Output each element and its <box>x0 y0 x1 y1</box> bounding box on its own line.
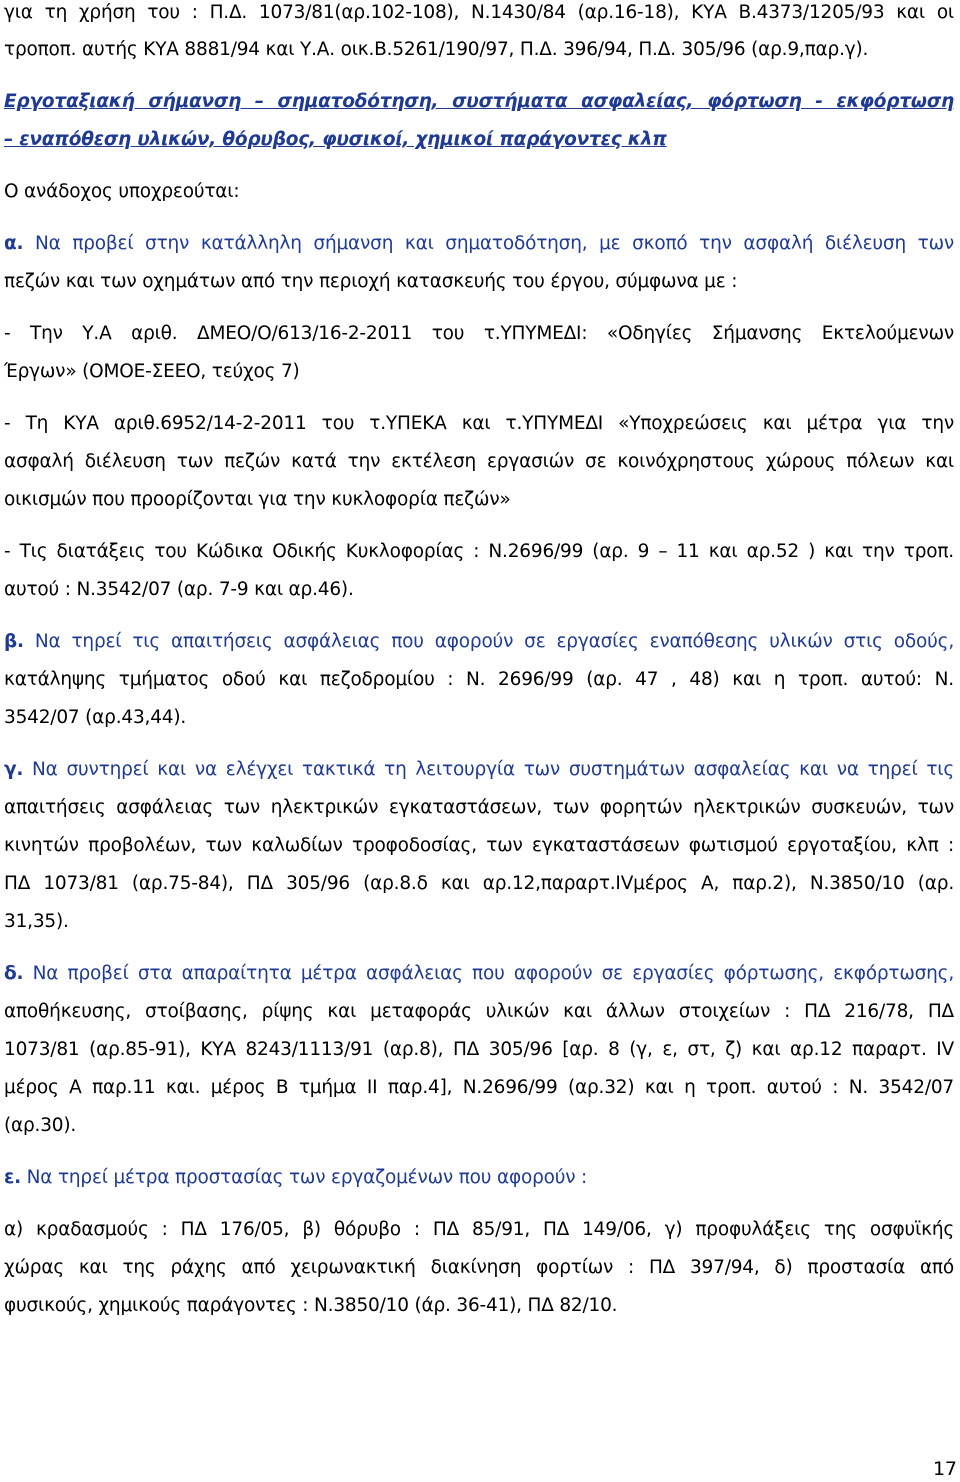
section-e-line-1 <box>4 1165 587 1191</box>
section-d-line-4: μέρος Α παρ.11 και. μέρος Β τμήμα ΙΙ παρ.4], Ν.2696/99 (αρ.32) και η τροπ. αυτού : Ν. 3542/07 <box>4 1077 954 1098</box>
section-b-line-2: κατάληψης τμήματος οδού και πεζοδρομίου : Ν. 2696/99 (αρ. 47 , 48) και η τροπ. αυτού: Ν. <box>4 669 954 690</box>
section-c-text-1: Να συντηρεί και να ελέγχει τακτικά τη λειτουργία των συστημάτων ασφαλείας και να τηρεί τις <box>32 759 954 780</box>
section-e-line-3: χώρας και της ράχης από χειρωνακτική διακίνηση φορτίων : ΠΔ 397/94, δ) προστασία από <box>4 1257 954 1278</box>
section-e-text-1: Να τηρεί μέτρα προστασίας των εργαζομένων που αφορούν : <box>26 1167 588 1188</box>
section-a-item-1-line-1: - Την Υ.Α αριθ. ΔΜΕΟ/Ο/613/16-2-2011 του τ.ΥΠΥΜΕΔΙ: «Οδηγίες Σήμανσης Εκτελούμενων <box>4 323 954 344</box>
obligation-text: Ο ανάδοχος υποχρεούται: <box>4 181 240 202</box>
section-a-line-1 <box>4 231 954 257</box>
intro-line-2: τροποπ. αυτής ΚΥΑ 8881/94 και Υ.Α. οικ.Β.5261/190/97, Π.Δ. 396/94, Π.Δ. 305/96 (αρ.9,παρ.γ). <box>4 39 869 60</box>
section-a-item-3-line-1: - Τις διατάξεις του Κώδικα Οδικής Κυκλοφορίας : Ν.2696/99 (αρ. 9 – 11 και αρ.52 ) και την τροπ. <box>4 541 954 562</box>
page-number: 17 <box>933 1458 957 1480</box>
section-e-label: ε. <box>4 1167 21 1188</box>
section-a-item-2-line-1: - Τη ΚΥΑ αριθ.6952/14-2-2011 του τ.ΥΠΕΚΑ και τ.ΥΠΥΜΕΔΙ «Υποχρεώσεις και μέτρα για την <box>4 413 954 434</box>
section-heading-line-1: Εργοταξιακή σήμανση – σηματοδότηση, συστήματα ασφαλείας, φόρτωση - εκφόρτωση <box>4 91 954 112</box>
section-a-line-2: πεζών και των οχημάτων από την περιοχή κατασκευής του έργου, σύμφωνα με : <box>4 271 738 292</box>
intro-line-1: για τη χρήση του : Π.Δ. 1073/81(αρ.102-108), Ν.1430/84 (αρ.16-18), ΚΥΑ Β.4373/1205/93 και οι <box>4 2 954 23</box>
section-d-line-2: αποθήκευσης, στοίβασης, ρίψης και μεταφοράς υλικών και άλλων στοιχείων : ΠΔ 216/78, ΠΔ <box>4 1001 954 1022</box>
section-b-line-3: 3542/07 (αρ.43,44). <box>4 707 187 728</box>
section-c-line-2: απαιτήσεις ασφάλειας των ηλεκτρικών εγκαταστάσεων, των φορητών ηλεκτρικών συσκευών, των <box>4 797 954 818</box>
section-e-line-4: φυσικούς, χημικούς παράγοντες : Ν.3850/10 (άρ. 36-41), ΠΔ 82/10. <box>4 1295 618 1316</box>
section-a-item-1-line-2: Έργων» (ΟΜΟΕ-ΣΕΕΟ, τεύχος 7) <box>4 361 300 382</box>
section-c-line-3: κινητών προβολέων, των καλωδίων τροφοδοσίας, των εγκαταστάσεων φωτισμού εργοταξίου, κλπ : <box>4 835 954 856</box>
section-a-item-2-line-3: οικισμών που προορίζονται για την κυκλοφορία πεζών» <box>4 489 511 510</box>
section-b-label: β. <box>4 631 24 652</box>
section-c-line-5: 31,35). <box>4 911 69 932</box>
section-d-line-3: 1073/81 (αρ.85-91), ΚΥΑ 8243/1113/91 (αρ.8), ΠΔ 305/96 [αρ. 8 (γ, ε, στ, ζ) και αρ.12 παραρτ. IV <box>4 1039 954 1060</box>
section-b-text-1: Να τηρεί τις απαιτήσεις ασφάλειας που αφορούν σε εργασίες εναπόθεσης υλικών στις οδούς, <box>34 631 954 652</box>
section-e-line-2: α) κραδασμούς : ΠΔ 176/05, β) θόρυβο : ΠΔ 85/91, ΠΔ 149/06, γ) προφυλάξεις της οσφυϊκής <box>4 1219 954 1240</box>
section-c-line-1 <box>4 757 954 783</box>
section-d-line-1 <box>4 961 954 987</box>
section-d-line-5: (αρ.30). <box>4 1115 77 1136</box>
section-d-label: δ. <box>4 963 24 984</box>
section-c-line-4: ΠΔ 1073/81 (αρ.75-84), ΠΔ 305/96 (αρ.8.δ και αρ.12,παραρτ.IVμέρος Α, παρ.2), Ν.3850/10 (αρ. <box>4 873 954 894</box>
section-a-label: α. <box>4 233 24 254</box>
section-a-item-2-line-2: ασφαλή διέλευση των πεζών κατά την εκτέλεση εργασιών σε κοινόχρηστους χώρους πόλεων και <box>4 451 954 472</box>
section-d-text-1: Να προβεί στα απαραίτητα μέτρα ασφάλειας που αφορούν σε εργασίες φόρτωσης, εκφόρτωσης, <box>32 963 954 984</box>
section-a-text-1: Να προβεί στην κατάλληλη σήμανση και σηματοδότηση, με σκοπό την ασφαλή διέλευση των <box>35 233 954 254</box>
section-heading-line-2: – εναπόθεση υλικών, θόρυβος, φυσικοί, χημικοί παράγοντες κλπ <box>4 129 667 150</box>
section-a-item-3-line-2: αυτού : Ν.3542/07 (αρ. 7-9 και αρ.46). <box>4 579 354 600</box>
section-b-line-1 <box>4 629 954 655</box>
section-c-label: γ. <box>4 759 24 780</box>
